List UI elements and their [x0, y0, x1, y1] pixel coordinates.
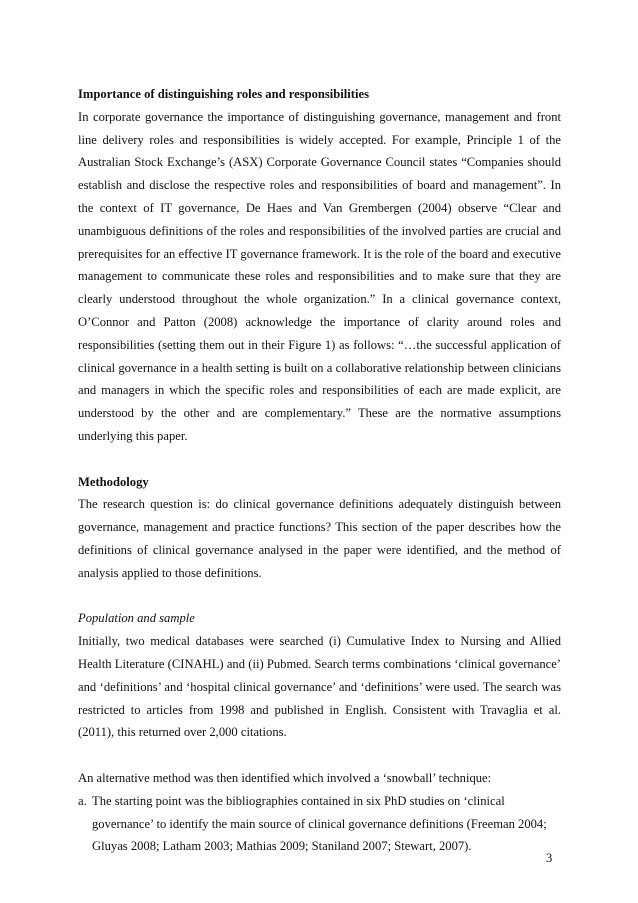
section-heading-roles: Importance of distinguishing roles and responsibilities [78, 87, 369, 101]
document-page [78, 83, 561, 858]
method-list [78, 790, 561, 858]
subsection-heading-population: Population and sample [78, 611, 195, 626]
paragraph-spacer [78, 585, 561, 608]
list-item [78, 790, 561, 858]
paragraph-spacer [78, 448, 561, 471]
list-item-marker: a. [78, 793, 87, 808]
paragraph-population: Initially, two medical databases were searched (i) Cumulative Index to Nursing and Allied Health Literature (CINAHL) and (ii) Pubmed. Search terms combinations ‘clinical governance’ and ‘definitions’ and ‘hospital clinical governance’ and ‘definitions’ were used. The search was restricted to articles from 1998 and published in English. Consistent with Travaglia et al. (2011), this returned over 2,000 citations. [78, 634, 561, 740]
list-item-text: The starting point was the bibliographies contained in six PhD studies on ‘clinical governance’ to identify the main source of clinical governance definitions (Freeman 2004; Gluyas 2008; Latham 2003; Mathias 2009; Staniland 2007; Stewart, 2007). [92, 793, 547, 854]
paragraph-methodology: The research question is: do clinical governance definitions adequately distinguish between governance, management and practice functions? This section of the paper describes how the definitions of clinical governance analysed in the paper were identified, and the method of analysis applied to those definitions. [78, 497, 561, 580]
section-heading-methodology: Methodology [78, 474, 149, 489]
page-number: 3 [546, 851, 553, 865]
paragraph-spacer [78, 744, 561, 767]
paragraph-roles: In corporate governance the importance of distinguishing governance, management and front line delivery roles and responsibilities is widely accepted. For example, Principle 1 of the Australian Stock Exchange’s (ASX) Corporate Governance Council states “Companies should establish and disclose the respective roles and responsibilities of board and management”. In the context of IT governance, De Haes and Van Grembergen (2004) observe “Clear and unambiguous definitions of the roles and responsibilities of the involved parties are crucial and prerequisites for an effective IT governance framework. It is the role of the board and executive management to communicate these roles and responsibilities and to make sure that they are clearly understood throughout the whole organization.” In a clinical governance context, O’Connor and Patton (2008) acknowledge the importance of clarity around roles and responsibilities (setting them out in their Figure 1) as follows: “…the successful application of clinical governance in a health setting is built on a collaborative relationship between clinicians and managers in which the specific roles and responsibilities of each are made explicit, are understood by the other and are complementary.” These are the normative assumptions underlying this paper. [78, 109, 561, 443]
paragraph-alternative-intro: An alternative method was then identified which involved a ‘snowball’ technique: [78, 770, 492, 785]
